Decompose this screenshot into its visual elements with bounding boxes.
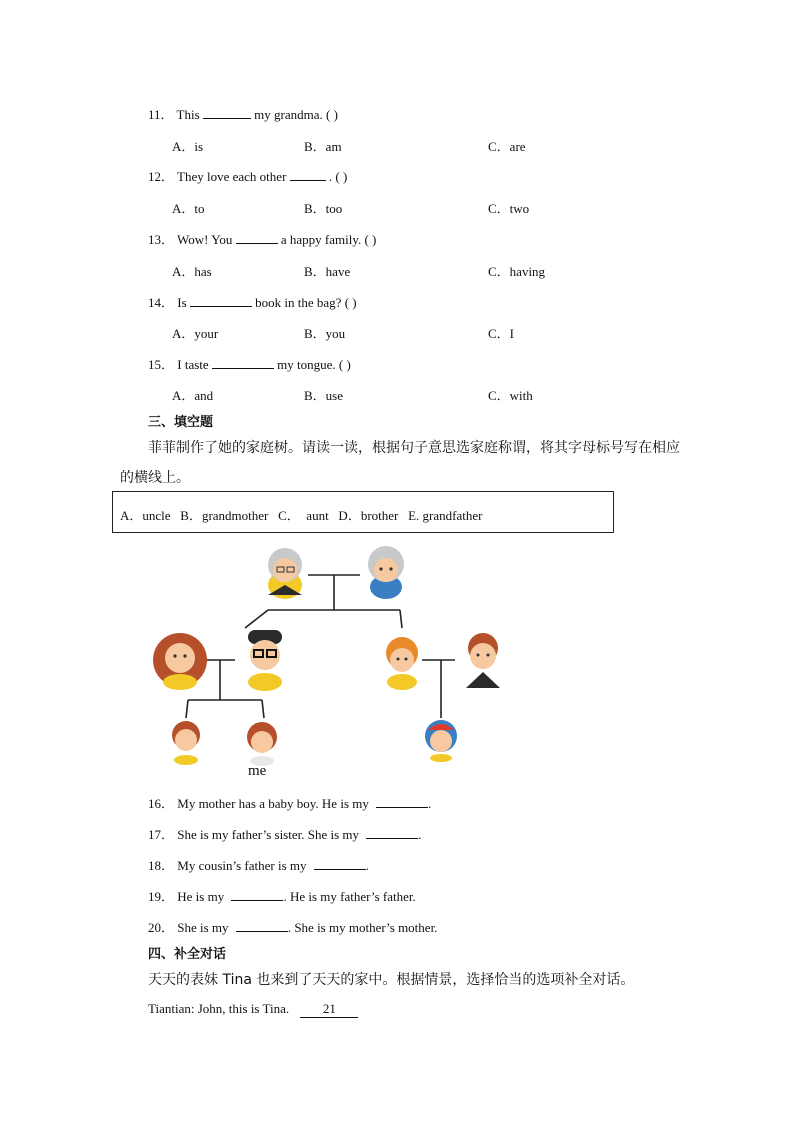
question-number: 19．: [148, 889, 175, 904]
stem-text: . She is my mother’s mother.: [287, 920, 438, 935]
answer-blank[interactable]: [314, 858, 366, 870]
me-icon: [247, 722, 277, 766]
option-b[interactable]: B．use: [304, 388, 344, 403]
option-a[interactable]: A．to: [172, 201, 205, 216]
option-c[interactable]: C．are: [488, 139, 526, 154]
stem-text: She is my father’s sister. She is my: [177, 827, 360, 842]
dialog-line: [148, 1001, 358, 1018]
answer-blank[interactable]: [376, 796, 428, 808]
dialog-text: Tiantian: John, this is Tina.: [148, 1001, 290, 1016]
question-number: 11．: [148, 107, 174, 122]
answer-blank[interactable]: [236, 920, 288, 932]
me-label: me: [248, 763, 267, 779]
answer-blank[interactable]: [231, 889, 283, 901]
grandmother-icon: [368, 546, 404, 599]
section-instruction: 天天的表妹 Tina 也来到了天天的家中。根据情景，选择恰当的选项补全对话。: [148, 972, 635, 988]
question-number: 12．: [148, 169, 175, 184]
option-c[interactable]: C．with: [488, 388, 533, 403]
stem-text: .: [428, 796, 432, 811]
question-number: 17．: [148, 827, 175, 842]
stem-text: my grandma. ( ): [254, 107, 338, 122]
answer-blank[interactable]: [212, 357, 274, 369]
question-stem: [148, 292, 357, 311]
option-a[interactable]: A．and: [172, 388, 214, 403]
stem-text: This: [176, 107, 200, 122]
mother-icon: [386, 637, 418, 690]
brother-icon: [172, 721, 200, 765]
option-c[interactable]: C．two: [488, 201, 530, 216]
question-stem: [148, 354, 351, 373]
stem-text: He is my: [177, 889, 225, 904]
stem-text: . He is my father’s father.: [283, 889, 416, 904]
option-b[interactable]: B．have: [304, 264, 351, 279]
section-instruction: 菲菲制作了她的家庭树。请读一读，根据句子意思选家庭称谓，将其字母标号写在相应: [148, 440, 680, 456]
question-20: [148, 917, 437, 936]
stem-text: Is: [177, 295, 187, 310]
option-b[interactable]: B．you: [304, 326, 346, 341]
stem-text: My mother has a baby boy. He is my: [177, 796, 369, 811]
stem-text: They love each other: [177, 169, 287, 184]
father-icon: [248, 630, 282, 691]
question-number: 16．: [148, 796, 175, 811]
aunt-icon: [153, 633, 207, 690]
family-tree-svg: [150, 540, 530, 785]
answer-blank[interactable]: [366, 827, 418, 839]
stem-text: She is my: [177, 920, 229, 935]
answer-blank[interactable]: [236, 232, 278, 244]
question-number: 18．: [148, 858, 175, 873]
option-a[interactable]: A．is: [172, 139, 204, 154]
family-tree: [150, 540, 530, 789]
question-stem: [148, 166, 347, 185]
option-b[interactable]: B．am: [304, 139, 342, 154]
option-a[interactable]: A．has: [172, 264, 212, 279]
section-heading: 三、填空题: [148, 415, 214, 430]
stem-text: My cousin’s father is my: [177, 858, 307, 873]
cousin-icon: [425, 720, 457, 762]
answer-blank[interactable]: [290, 169, 326, 181]
question-number: 14．: [148, 295, 175, 310]
stem-text: my tongue. ( ): [277, 357, 351, 372]
dialog-blank[interactable]: 21: [300, 1001, 358, 1018]
stem-text: .: [418, 827, 422, 842]
word-bank-text: A．uncle B．grandmother C． aunt D．brother E. grandfather: [120, 508, 483, 523]
option-a[interactable]: A．your: [172, 326, 219, 341]
answer-blank[interactable]: [190, 295, 252, 307]
stem-text: .: [365, 858, 370, 873]
option-b[interactable]: B．too: [304, 201, 343, 216]
question-number: 13．: [148, 232, 175, 247]
question-stem: [148, 104, 338, 123]
option-c[interactable]: C．having: [488, 264, 546, 279]
stem-text: book in the bag? ( ): [255, 295, 357, 310]
question-18: [148, 855, 369, 874]
uncle-icon: [466, 633, 500, 688]
stem-text: a happy family. ( ): [280, 232, 377, 247]
question-19: [148, 886, 416, 905]
question-number: 15．: [148, 357, 175, 372]
word-bank-box: [112, 491, 614, 533]
stem-text: . ( ): [328, 169, 348, 184]
grandfather-icon: [268, 548, 302, 599]
option-c[interactable]: C．I: [488, 326, 515, 341]
question-16: [148, 793, 431, 812]
section-heading: 四、补全对话: [148, 947, 227, 962]
question-stem: [148, 229, 376, 248]
stem-text: I taste: [177, 357, 209, 372]
stem-text: Wow! You: [177, 232, 233, 247]
section-instruction: 的横线上。: [120, 470, 190, 486]
question-number: 20．: [148, 920, 175, 935]
question-17: [148, 824, 422, 843]
answer-blank[interactable]: [203, 107, 251, 119]
